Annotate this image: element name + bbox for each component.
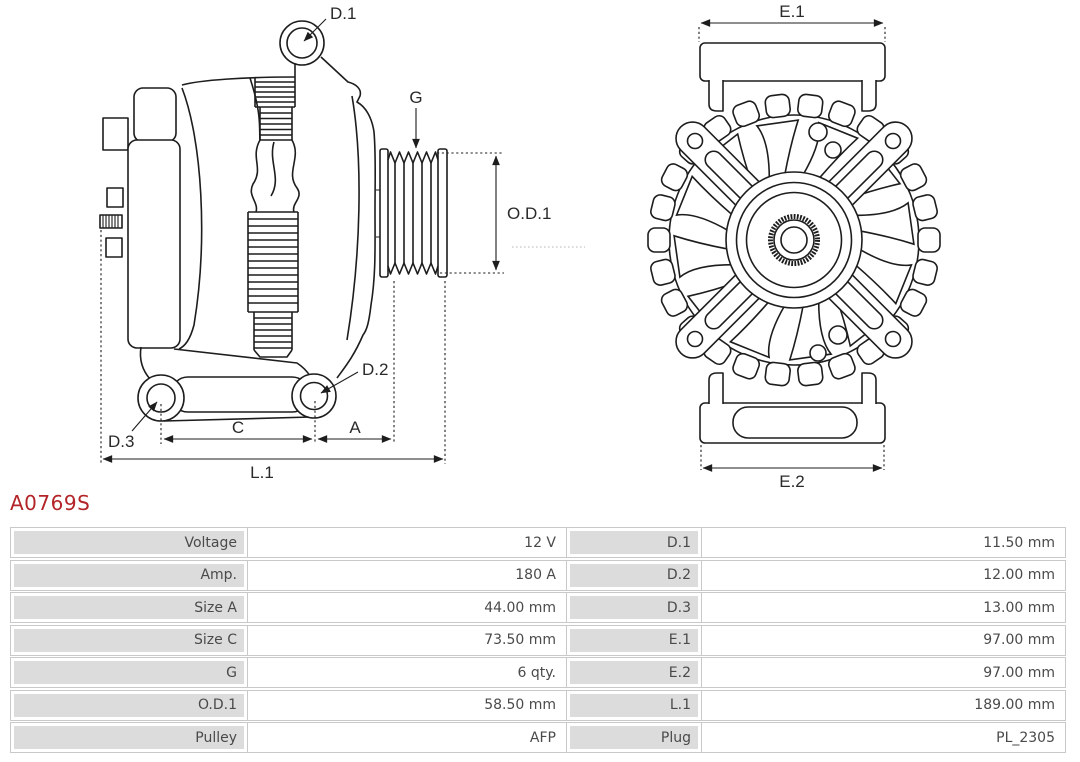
table-row [10, 625, 1068, 656]
spec-value: 11.50 mm [701, 527, 1066, 558]
rear-cover [128, 140, 180, 348]
spec-value: 58.50 mm [247, 690, 567, 721]
dim-label-a: A [349, 418, 361, 437]
spec-value: AFP [247, 722, 567, 753]
spec-label: Plug [566, 722, 702, 753]
table-row [10, 690, 1068, 721]
spec-value: 12.00 mm [701, 560, 1066, 591]
bracket-slot [733, 407, 857, 438]
part-number: A0769S [10, 491, 91, 515]
spec-label: Pulley [10, 722, 248, 753]
spec-value: PL_2305 [701, 722, 1066, 753]
spec-label: D.2 [566, 560, 702, 591]
dim-label-d2: D.2 [362, 360, 389, 379]
spec-value: 44.00 mm [247, 592, 567, 623]
top-bracket [700, 43, 885, 111]
dim-label-l1: L.1 [250, 463, 274, 482]
spec-value: 73.50 mm [247, 625, 567, 656]
spec-label: E.1 [566, 625, 702, 656]
spec-value: 13.00 mm [701, 592, 1066, 623]
spec-value: 97.00 mm [701, 625, 1066, 656]
spec-value: 6 qty. [247, 657, 567, 688]
pulley [376, 149, 447, 277]
spec-label: L.1 [566, 690, 702, 721]
dim-label-c: C [231, 418, 245, 437]
table-row [10, 722, 1068, 753]
dim-label-e2: E.2 [779, 472, 805, 491]
spec-value: 180 A [247, 560, 567, 591]
spec-value: 189.00 mm [701, 690, 1066, 721]
spec-label: Size C [10, 625, 248, 656]
spec-value: 97.00 mm [701, 657, 1066, 688]
pulley-hub [726, 172, 862, 308]
table-row [10, 560, 1068, 591]
side-view-drawing [100, 4, 585, 482]
spec-value: 12 V [247, 527, 567, 558]
dim-label-e1: E.1 [779, 2, 805, 21]
spec-label: E.2 [566, 657, 702, 688]
rear-cover-top [134, 88, 176, 142]
spec-label: Voltage [10, 527, 248, 558]
dim-label-g: G [409, 88, 423, 107]
spec-label: Size A [10, 592, 248, 623]
table-row [10, 657, 1068, 688]
bolt-hole [829, 326, 847, 344]
table-row [10, 527, 1068, 558]
front-view-drawing [648, 2, 940, 491]
dim-label-d1: D.1 [330, 4, 357, 23]
spec-label: Amp. [10, 560, 248, 591]
stator-fins [248, 77, 299, 357]
table-row [10, 592, 1068, 623]
spec-label: G [10, 657, 248, 688]
spec-label: D.1 [566, 527, 702, 558]
terminal-blocks [100, 118, 128, 257]
dim-label-od1: O.D.1 [507, 204, 552, 223]
dim-label-d3: D.3 [108, 432, 135, 451]
shaft-hole [781, 227, 807, 253]
bolt-hole [810, 345, 826, 361]
foot-band [171, 377, 309, 412]
spec-label: D.3 [566, 592, 702, 623]
spec-table [10, 527, 1068, 755]
bolt-hole [809, 123, 827, 141]
spec-label: O.D.1 [10, 690, 248, 721]
bolt-hole [825, 142, 841, 158]
bottom-bracket [700, 373, 885, 443]
